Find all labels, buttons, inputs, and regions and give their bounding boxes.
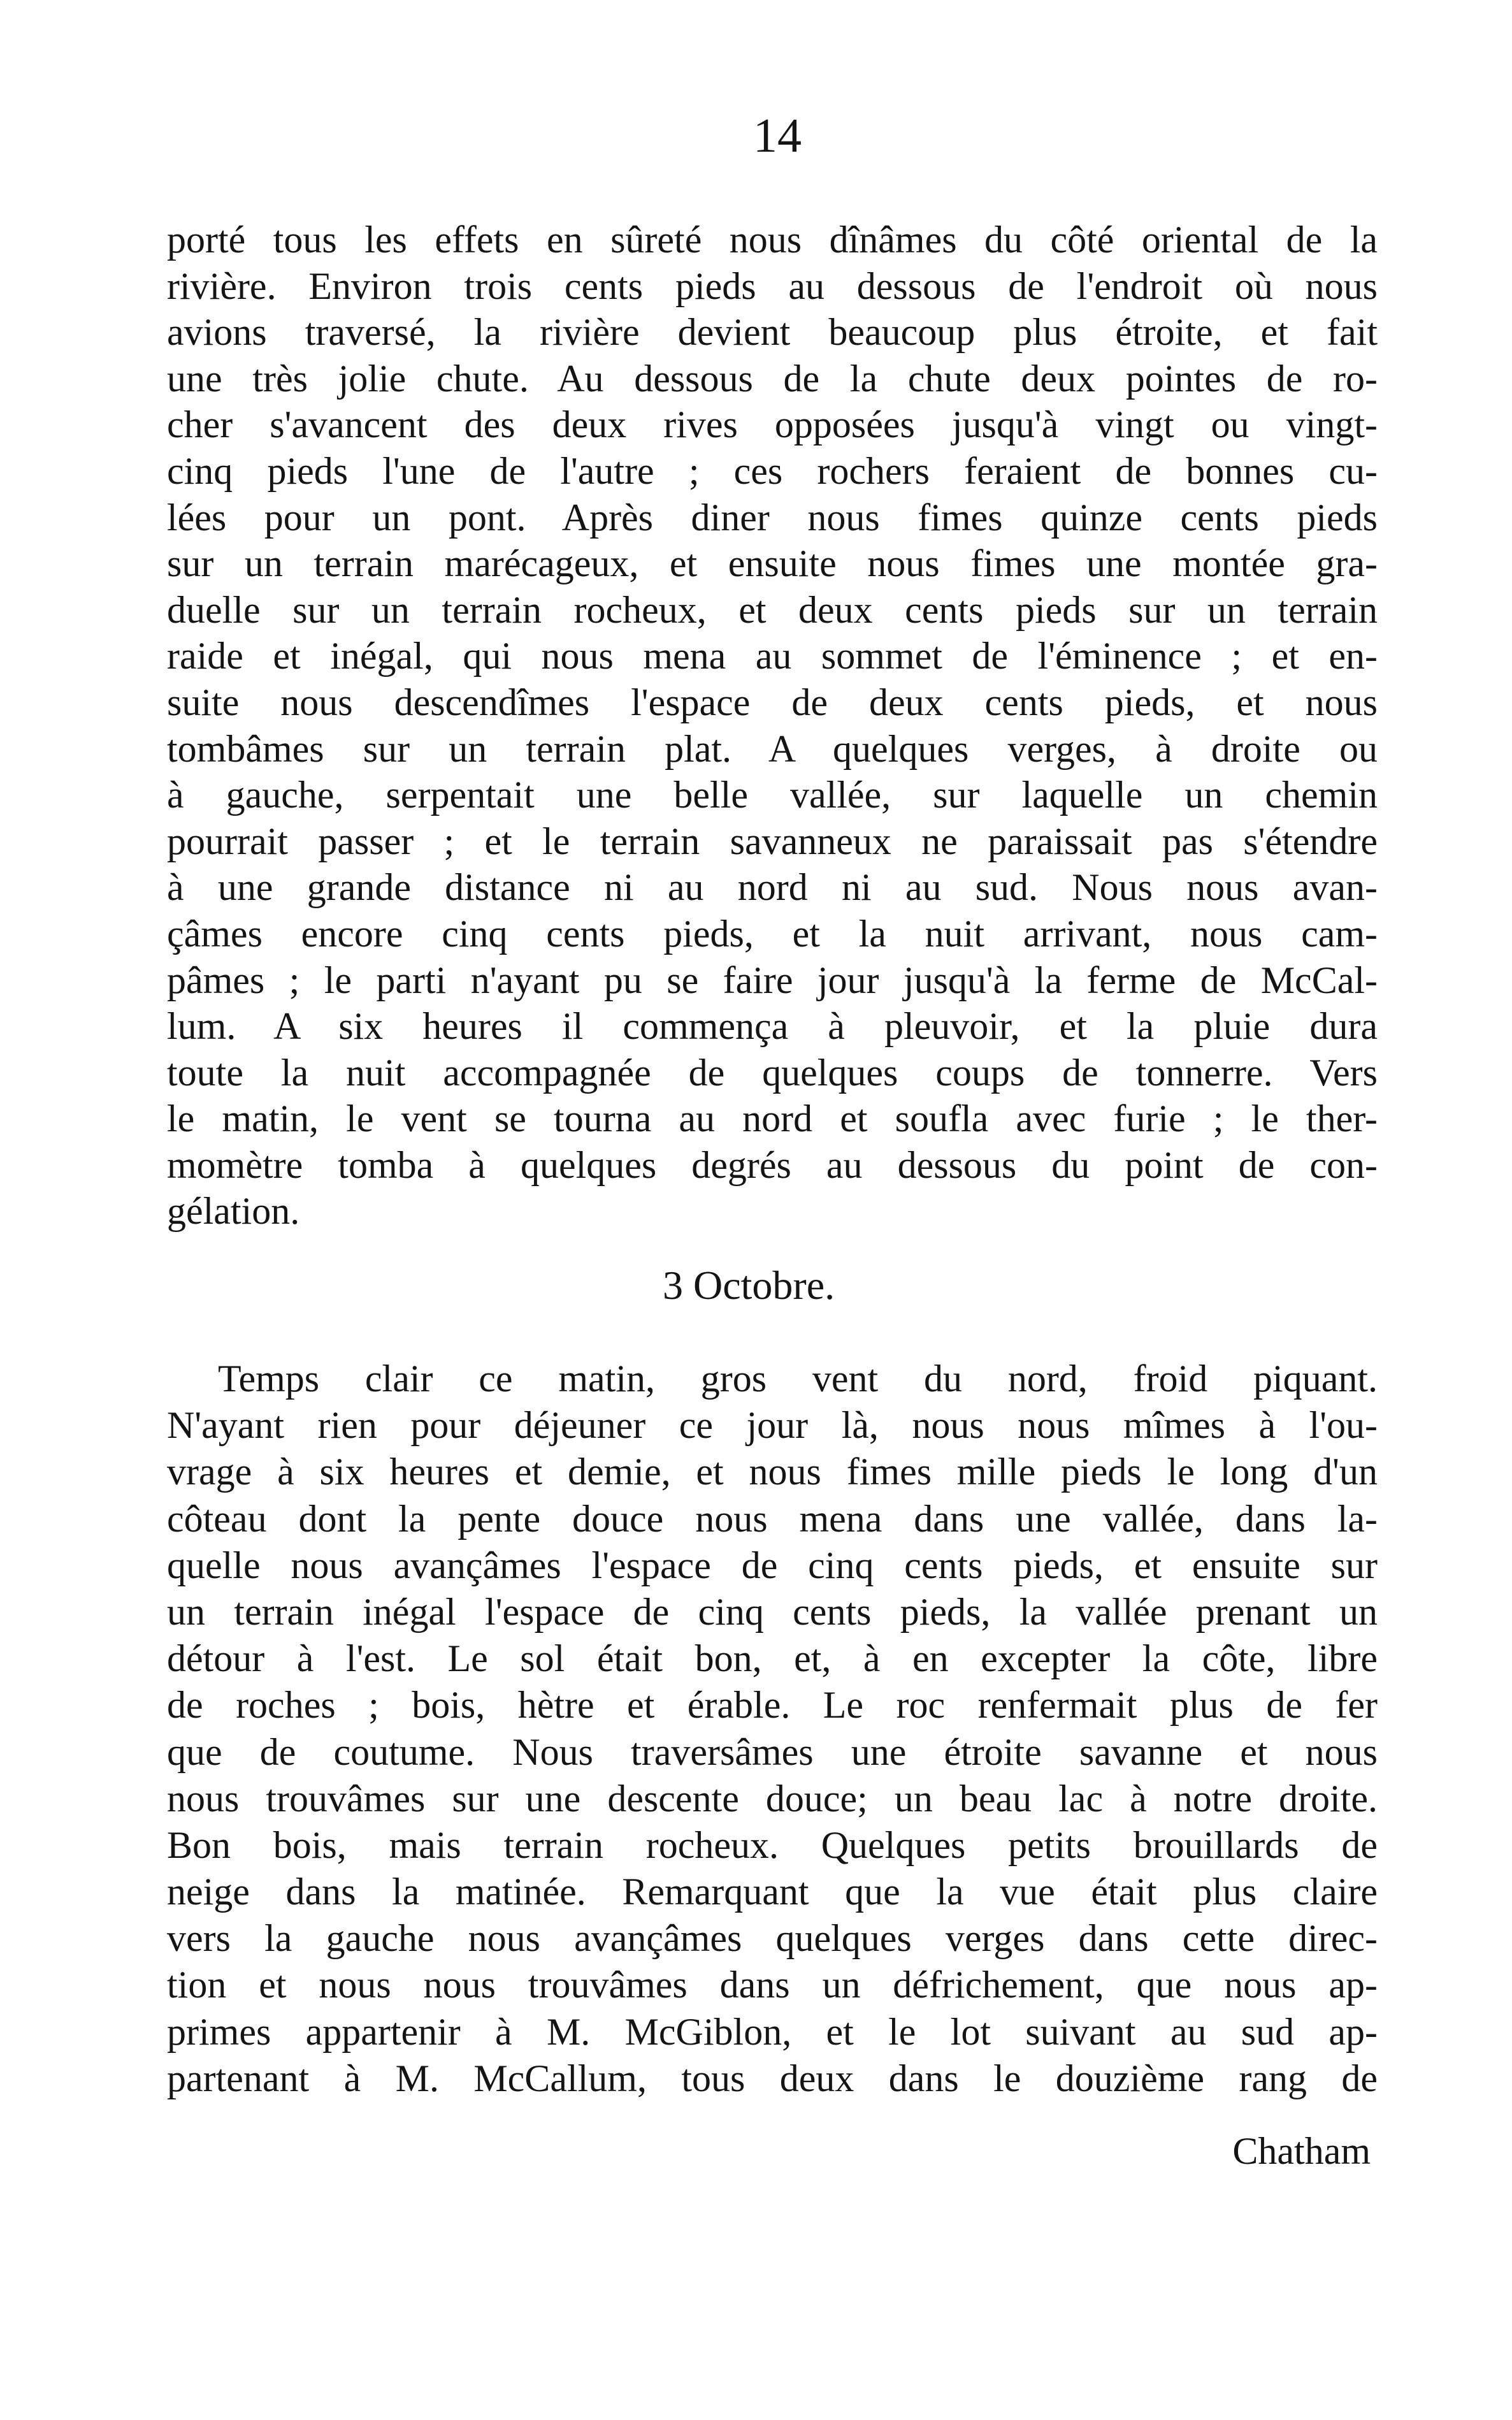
text-line: tion et nous nous trouvâmes dans un défrichement, que nous ap-	[167, 1964, 1378, 2006]
page-number: 14	[753, 109, 802, 163]
text-line: vrage à six heures et demie, et nous fimes mille pieds le long d'un	[167, 1451, 1378, 1493]
text-line: primes appartenir à M. McGiblon, et le lot suivant au sud ap-	[167, 2010, 1378, 2053]
text-line: Bon bois, mais terrain rocheux. Quelques petits brouillards de	[167, 1823, 1378, 1866]
text-line: momètre tomba à quelques degrés au dessous du point de con-	[167, 1143, 1378, 1186]
catchword: Chatham	[1232, 2130, 1371, 2172]
text-line: nous trouvâmes sur une descente douce; un beau lac à notre droite.	[167, 1777, 1378, 1820]
text-line: détour à l'est. Le sol était bon, et, à en excepter la côte, libre	[167, 1637, 1378, 1680]
text-line: côteau dont la pente douce nous mena dans une vallée, dans la-	[167, 1497, 1378, 1540]
paragraph-2	[167, 1356, 1378, 2102]
text-line: lum. A six heures il commença à pleuvoir, et la pluie dura	[167, 1005, 1378, 1048]
text-line: un terrain inégal l'espace de cinq cents pieds, la vallée prenant un	[167, 1590, 1378, 1633]
paragraph-1	[167, 217, 1378, 1235]
text-line: duelle sur un terrain rocheux, et deux cents pieds sur un terrain	[167, 588, 1378, 631]
text-line: quelle nous avançâmes l'espace de cinq cents pieds, et ensuite sur	[167, 1544, 1378, 1586]
text-line: une très jolie chute. Au dessous de la chute deux pointes de ro-	[167, 357, 1378, 400]
text-line: Temps clair ce matin, gros vent du nord, froid piquant.	[218, 1358, 1378, 1400]
text-line: neige dans la matinée. Remarquant que la vue était plus claire	[167, 1871, 1378, 1913]
text-line: toute la nuit accompagnée de quelques coups de tonnerre. Vers	[167, 1051, 1378, 1094]
text-line: à une grande distance ni au nord ni au sud. Nous nous avan-	[167, 866, 1378, 909]
date-heading: 3 Octobre.	[663, 1263, 835, 1308]
text-line: que de coutume. Nous traversâmes une étroite savanne et nous	[167, 1730, 1378, 1773]
text-line: raide et inégal, qui nous mena au sommet de l'éminence ; et en-	[167, 635, 1378, 677]
text-line: porté tous les effets en sûreté nous dînâmes du côté oriental de la	[167, 219, 1378, 261]
text-line: vers la gauche nous avançâmes quelques verges dans cette direc-	[167, 1917, 1378, 1960]
text-line: sur un terrain marécageux, et ensuite nous fimes une montée gra-	[167, 542, 1378, 585]
text-line: avions traversé, la rivière devient beaucoup plus étroite, et fait	[167, 311, 1378, 354]
text-line: gélation.	[167, 1190, 300, 1233]
text-line: N'ayant rien pour déjeuner ce jour là, nous nous mîmes à l'ou-	[167, 1404, 1378, 1447]
text-line: suite nous descendîmes l'espace de deux cents pieds, et nous	[167, 681, 1378, 723]
text-line: lées pour un pont. Après diner nous fimes quinze cents pieds	[167, 496, 1378, 539]
text-line: pâmes ; le parti n'ayant pu se faire jour jusqu'à la ferme de McCal-	[167, 959, 1378, 1001]
text-line: pourrait passer ; et le terrain savanneux ne paraissait pas s'étendre	[167, 820, 1378, 862]
text-line: à gauche, serpentait une belle vallée, sur laquelle un chemin	[167, 774, 1378, 816]
text-line: rivière. Environ trois cents pieds au dessous de l'endroit où nous	[167, 264, 1378, 307]
text-line: le matin, le vent se tourna au nord et soufla avec furie ; le ther-	[167, 1098, 1378, 1140]
text-line: partenant à M. McCallum, tous deux dans le douzième rang de	[167, 2057, 1378, 2099]
text-line: de roches ; bois, hètre et érable. Le roc renfermait plus de fer	[167, 1684, 1378, 1727]
text-line: cinq pieds l'une de l'autre ; ces rochers feraient de bonnes cu-	[167, 449, 1378, 492]
text-line: tombâmes sur un terrain plat. A quelques verges, à droite ou	[167, 727, 1378, 770]
text-line: cher s'avancent des deux rives opposées jusqu'à vingt ou vingt-	[167, 403, 1378, 446]
text-line: çâmes encore cinq cents pieds, et la nuit arrivant, nous cam-	[167, 912, 1378, 955]
